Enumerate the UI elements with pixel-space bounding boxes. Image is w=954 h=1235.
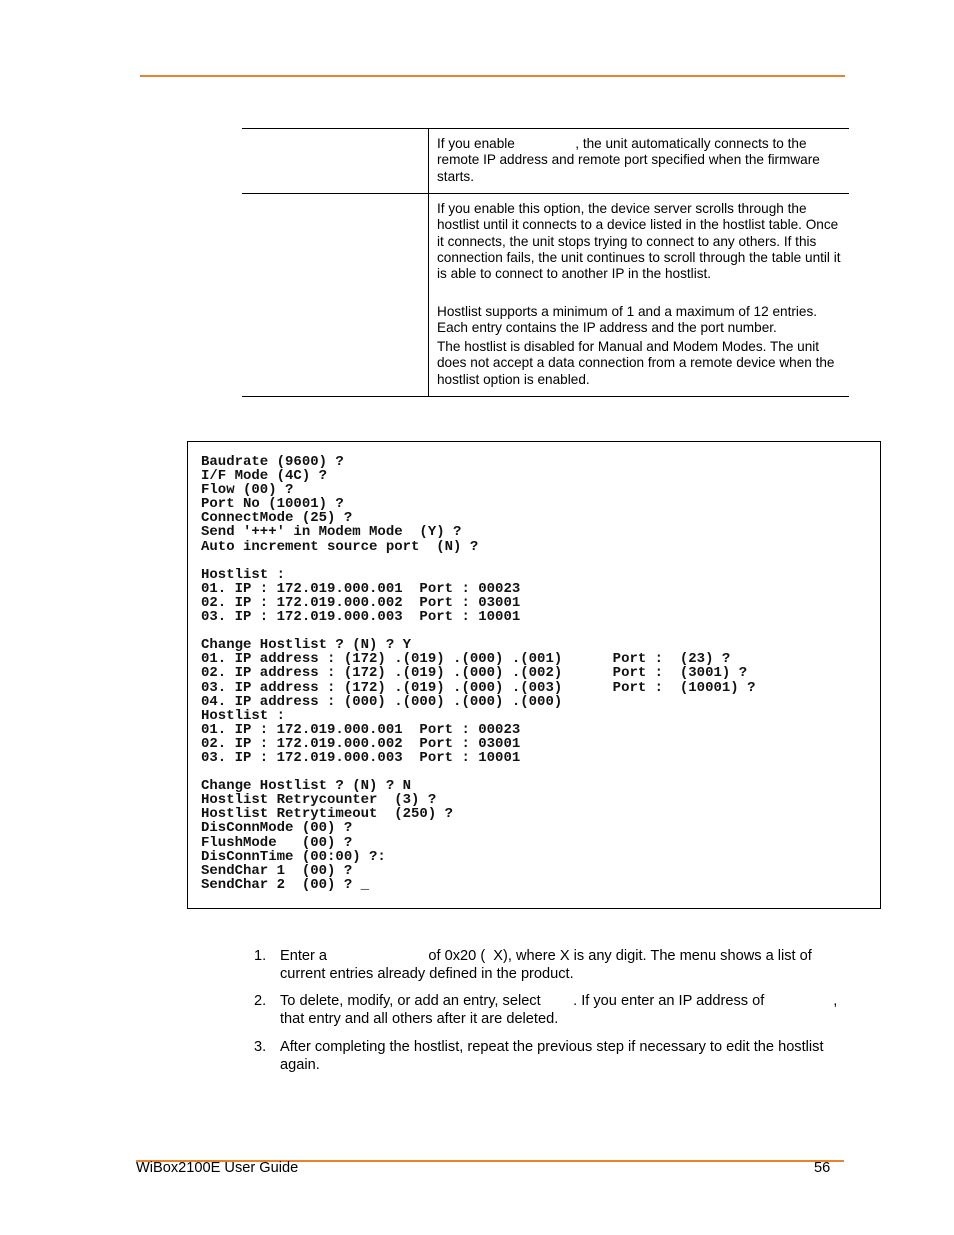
header-rule: [140, 75, 845, 77]
terminal-screenshot: [187, 441, 881, 909]
terminal-line: Hostlist :: [201, 707, 286, 724]
page-number: 56: [814, 1160, 831, 1176]
step-text: After completing the hostlist, repeat the previous step if necessary to edit the hostlist again.: [280, 1039, 824, 1073]
terminal-line: 02. IP address : (172) .(019) .(000) .(002) Port : (3001) ?: [201, 665, 748, 682]
table-column-divider: [428, 128, 429, 396]
terminal-line: DisConnTime (00:00) ?:: [201, 848, 386, 865]
terminal-line: [201, 624, 756, 638]
table-row-2-paragraph-3: The hostlist is disabled for Manual and Modem Modes. The unit does not accept a data connection from a remote device when the hostlist option is enabled.: [437, 339, 835, 387]
terminal-text: [201, 455, 756, 892]
table-row-2-paragraph-1: If you enable this option, the device server scrolls through the hostlist until it connects to a device listed in the hostlist table. Once it connects, the unit stops trying to connect to any others. If this connection fails, the unit continues to scroll through the table until it is able to connect to another IP in the hostlist.: [437, 201, 841, 282]
table-row-divider: [242, 193, 849, 194]
terminal-line: Hostlist Retrytimeout (250) ?: [201, 806, 454, 823]
table-bottom-border: [242, 396, 849, 397]
terminal-line: Port No (10001) ?: [201, 496, 344, 513]
terminal-line: Flow (00) ?: [201, 482, 294, 499]
table-row-1-description: If you enable , the unit automatically connects to the remote IP address and remote port specified when the firmware starts.: [437, 136, 824, 184]
step-number: 1.: [254, 948, 267, 964]
step-number: 3.: [254, 1039, 267, 1055]
terminal-line: [201, 554, 756, 568]
terminal-line: FlushMode (00) ?: [201, 834, 353, 851]
terminal-line: Hostlist :: [201, 566, 286, 583]
terminal-line: Baudrate (9600) ?: [201, 454, 344, 470]
table-row-2-paragraph-2: Hostlist supports a minimum of 1 and a maximum of 12 entries. Each entry contains the IP address and the port number.: [437, 304, 818, 336]
terminal-line: Change Hostlist ? (N) ? N: [201, 778, 412, 795]
terminal-line: SendChar 1 (00) ?: [201, 862, 353, 879]
step-number: 2.: [254, 993, 267, 1009]
terminal-line: Send '+++' in Modem Mode (Y) ?: [201, 524, 462, 541]
terminal-line: SendChar 2 (00) ? _: [201, 876, 370, 893]
terminal-line: Hostlist Retrycounter (3) ?: [201, 792, 437, 809]
step-text: To delete, modify, or add an entry, select . If you enter an IP address of , that entry and all others after it are deleted.: [280, 993, 842, 1027]
terminal-line: DisConnMode (00) ?: [201, 820, 353, 837]
table-top-border: [242, 128, 849, 129]
terminal-line: 01. IP : 172.019.000.001 Port : 00023: [201, 580, 521, 597]
terminal-line: 01. IP address : (172) .(019) .(000) .(001) Port : (23) ?: [201, 651, 731, 668]
terminal-line: 03. IP address : (172) .(019) .(000) .(003) Port : (10001) ?: [201, 679, 756, 696]
terminal-line: 02. IP : 172.019.000.002 Port : 03001: [201, 594, 521, 611]
step-text: Enter a of 0x20 ( X), where X is any digit. The menu shows a list of current entries already defined in the product.: [280, 948, 816, 982]
terminal-line: [201, 765, 756, 779]
terminal-line: 01. IP : 172.019.000.001 Port : 00023: [201, 721, 521, 738]
terminal-line: Change Hostlist ? (N) ? Y: [201, 637, 412, 654]
terminal-line: 03. IP : 172.019.000.003 Port : 10001: [201, 609, 521, 626]
terminal-line: I/F Mode (4C) ?: [201, 468, 328, 485]
terminal-line: 04. IP address : (000) .(000) .(000) .(000): [201, 693, 563, 710]
terminal-line: 02. IP : 172.019.000.002 Port : 03001: [201, 735, 521, 752]
footer-title: WiBox2100E User Guide: [136, 1160, 299, 1176]
terminal-line: 03. IP : 172.019.000.003 Port : 10001: [201, 749, 521, 766]
terminal-line: Auto increment source port (N) ?: [201, 538, 479, 555]
terminal-line: ConnectMode (25) ?: [201, 510, 353, 527]
